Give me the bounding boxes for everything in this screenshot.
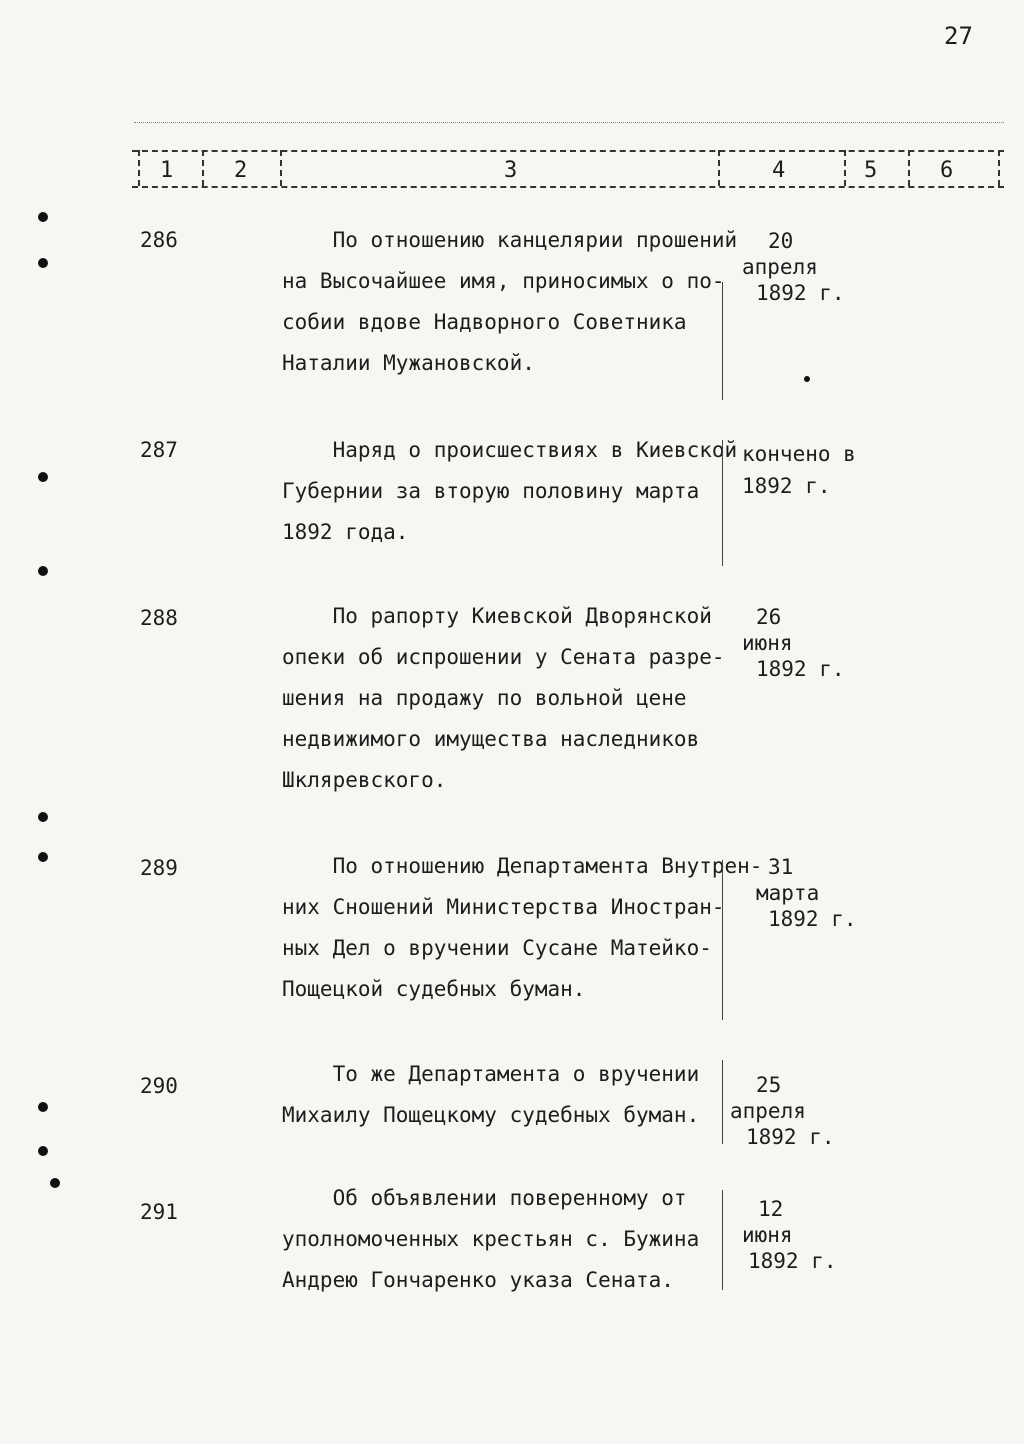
column-header-row: [132, 146, 1004, 190]
entry-text-line: По рапорту Киевской Дворянской: [282, 604, 712, 628]
entry-number: 287: [140, 438, 178, 462]
binding-hole: [38, 212, 48, 222]
date-status: кончено в: [742, 442, 856, 466]
entry-text-line: По отношению канцелярии прошений: [282, 228, 738, 252]
entry-text-line: По отношению Департамента Внутрен-: [282, 854, 763, 878]
entry-text-line: Андрею Гончаренко указа Сената.: [282, 1268, 674, 1292]
column-rule: [722, 440, 723, 566]
entry-description: [282, 596, 732, 801]
entry-text-line: ных Дел о вручении Сусане Матейко-: [282, 936, 712, 960]
entry-text-line: Наталии Мужановской.: [282, 351, 535, 375]
binding-hole: [50, 1178, 60, 1188]
entry-number: 289: [140, 856, 178, 880]
date-day: 31: [768, 855, 794, 879]
entry-date: [742, 228, 845, 306]
top-divider: [134, 122, 1004, 123]
entry-text-line: уполномоченных крестьян с. Бужина: [282, 1227, 700, 1251]
date-month: марта: [756, 881, 820, 905]
entry-text-line: опеки об испрошении у Сената разре-: [282, 645, 725, 669]
entry-number: 288: [140, 606, 178, 630]
binding-hole: [38, 258, 48, 268]
entry-text-line: Михаилу Пощецкому судебных буман.: [282, 1103, 700, 1127]
column-separator: [908, 150, 910, 186]
entry-number: 286: [140, 228, 178, 252]
entry-text-line: недвижимого имущества наследников: [282, 727, 700, 751]
entry-date: [742, 604, 845, 682]
date-year: 1892 г.: [756, 281, 845, 305]
entry-number: 291: [140, 1200, 178, 1224]
column-rule: [722, 282, 723, 400]
column-separator: [202, 150, 204, 186]
binding-hole: [38, 852, 48, 862]
column-number-5: 5: [864, 158, 878, 183]
entry-date: [742, 438, 856, 502]
entry-text-line: 1892 года.: [282, 520, 409, 544]
page-number: 27: [944, 22, 973, 50]
entry-text-line: них Сношений Министерства Иностран-: [282, 895, 725, 919]
column-rule: [722, 860, 723, 1020]
column-number-4: 4: [772, 158, 786, 183]
date-year: 1892 г.: [756, 657, 845, 681]
entry-text-line: Наряд о происшествиях в Киевской: [282, 438, 738, 462]
entry-description: [282, 1178, 732, 1301]
column-separator: [718, 150, 720, 186]
binding-hole: [38, 1102, 48, 1112]
date-day: 12: [758, 1197, 784, 1221]
date-month: апреля: [742, 255, 818, 279]
column-rule: [722, 1190, 723, 1290]
entry-description: [282, 430, 738, 553]
entry-description: [282, 1054, 732, 1136]
ink-speck: [804, 376, 810, 382]
date-year: 1892 г.: [748, 1249, 837, 1273]
column-separator: [998, 150, 1000, 186]
entry-date: [730, 1072, 835, 1150]
column-number-1: 1: [160, 158, 174, 183]
entry-text-line: шения на продажу по вольной цене: [282, 686, 687, 710]
entry-text-line: То же Департамента о вручении: [282, 1062, 700, 1086]
column-number-6: 6: [940, 158, 954, 183]
binding-hole: [38, 566, 48, 576]
entry-text-line: собии вдове Надворного Советника: [282, 310, 687, 334]
column-separator: [280, 150, 282, 186]
date-year: 1892 г.: [768, 907, 857, 931]
date-month: июня: [742, 631, 793, 655]
binding-hole: [38, 472, 48, 482]
column-rule: [722, 1060, 723, 1144]
date-month: апреля: [730, 1099, 806, 1123]
entry-date: [742, 1196, 837, 1274]
entry-description: [282, 846, 763, 1010]
entry-number: 290: [140, 1074, 178, 1098]
entry-text-line: Шкляревского.: [282, 768, 447, 792]
date-day: 25: [756, 1073, 782, 1097]
column-number-3: 3: [504, 158, 518, 183]
date-day: 20: [768, 229, 794, 253]
entry-description: [282, 220, 738, 384]
binding-hole: [38, 812, 48, 822]
header-rule-bottom: [132, 186, 1004, 188]
binding-hole: [38, 1146, 48, 1156]
date-year: 1892 г.: [742, 474, 831, 498]
column-separator: [844, 150, 846, 186]
entry-text-line: Об объявлении поверенному от: [282, 1186, 687, 1210]
entry-date: [756, 854, 857, 932]
entry-text-line: на Высочайшее имя, приносимых о по-: [282, 269, 725, 293]
entry-text-line: Пощецкой судебных буман.: [282, 977, 586, 1001]
column-number-2: 2: [234, 158, 248, 183]
date-month: июня: [742, 1223, 793, 1247]
column-separator: [138, 150, 140, 186]
date-year: 1892 г.: [746, 1125, 835, 1149]
header-rule-top: [132, 150, 1004, 152]
entry-text-line: Губернии за вторую половину марта: [282, 479, 700, 503]
date-day: 26: [756, 605, 782, 629]
